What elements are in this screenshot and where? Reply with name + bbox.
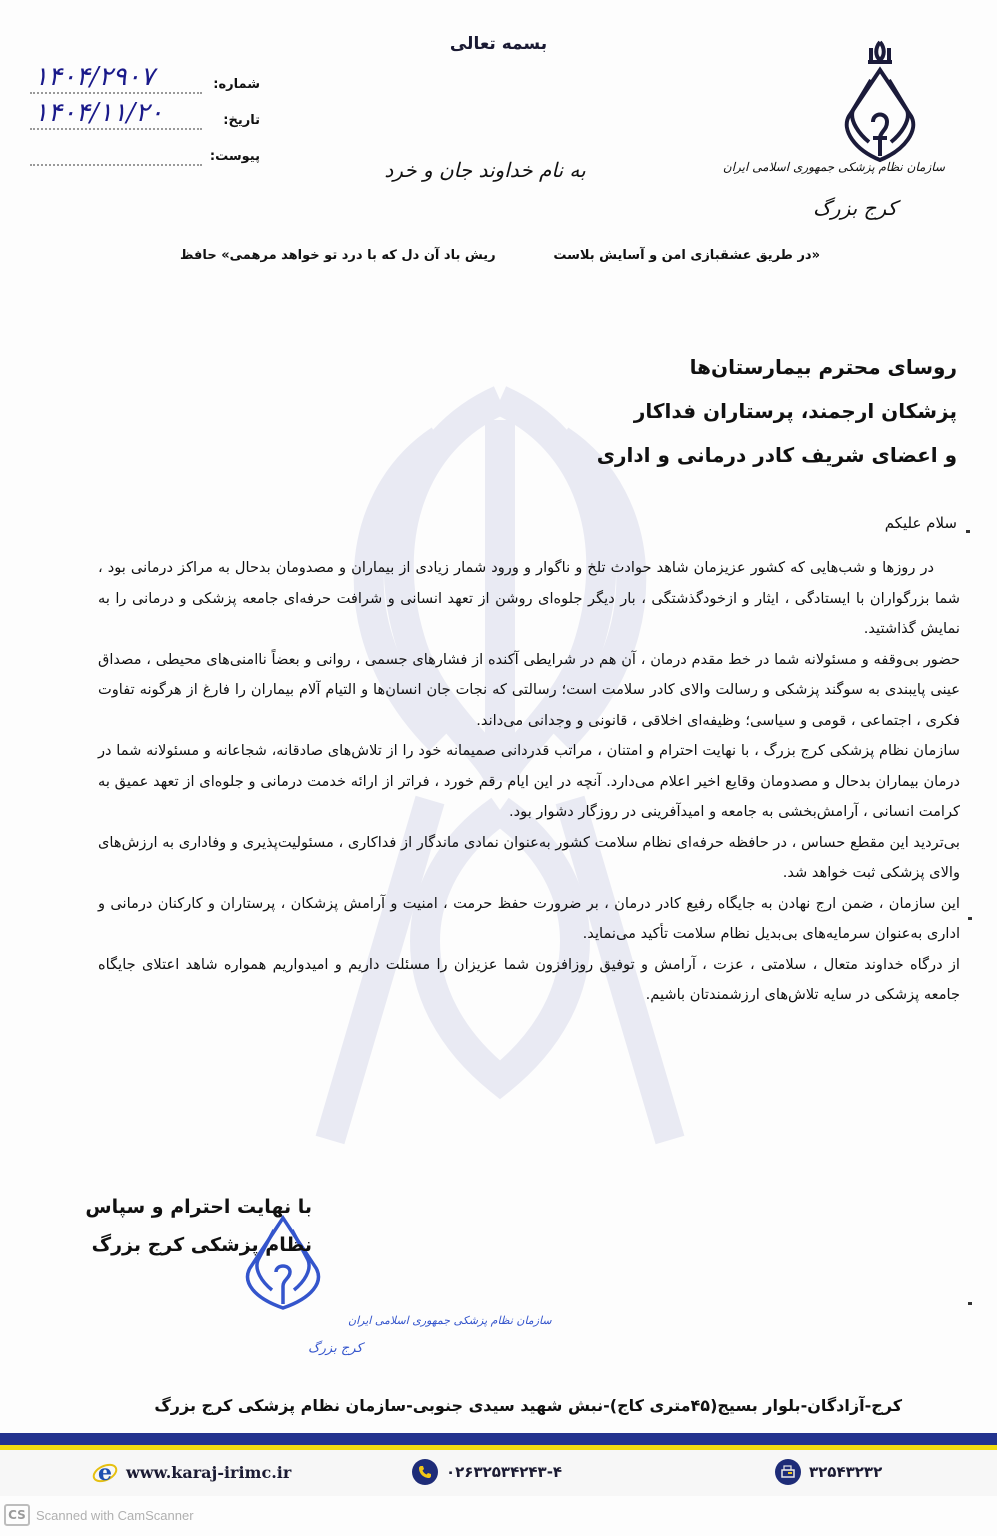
phone-number: ۰۲۶۳۲۵۳۴۲۴۳-۴: [446, 1463, 563, 1481]
poem-hemistich-1: «در طریق عشقبازی امن و آسایش بلاست: [553, 248, 820, 263]
org-branch: کرج بزرگ: [813, 196, 897, 220]
phone-contact: [412, 1458, 562, 1486]
date-line: [30, 98, 202, 130]
body-paragraph: در روزها و شب‌هایی که کشور عزیزمان شاهد حوادث تلخ و ناگوار و ورود شمار زیادی از بیماران و مصدومان بدحال به مراکز درمانی بود ، شما بزرگواران با ایستادگی ، ایثار و ازخودگذشتگی ، بار دیگر جلوه‌ای روشن از تعهد انسانی و شرافت حرفه‌ای جامعه پزشکی و درمانی را به نمایش گذاشتید.: [98, 559, 960, 637]
website-link[interactable]: www.karaj-irimc.ir: [126, 1462, 292, 1482]
attachment-label: پیوست:: [209, 149, 260, 164]
letter-meta: [30, 58, 260, 166]
addressee-line: روسای محترم بیمارستان‌ها: [689, 355, 957, 379]
number-line: [30, 62, 202, 94]
irimc-emblem-icon: [835, 38, 925, 168]
body-paragraph: سازمان نظام پزشکی کرج بزرگ ، با نهایت احترام و امتنان ، مراتب قدردانی صمیمانه خود را از تلاش‌های صادقانه، شجاعانه و مسئولانه شما در درمان بیماران بدحال و مصدومان وقایع اخیر اعلام می‌دارد. آنچه در این ایام رقم خورد ، فراتر از ارائه خدمت درمانی و جلوه‌ای از تعهد عمیق به کرامت انسانی ، آرامش‌بخشی به جامعه و امیدآفرینی در روزگار دشوار بود.: [98, 742, 960, 820]
number-row: [30, 58, 260, 94]
fax-contact: [775, 1458, 882, 1486]
svg-text:e: e: [98, 1460, 112, 1486]
addressee-block: [597, 345, 957, 477]
closing-salutation: با نهایت احترام و سپاس: [85, 1196, 312, 1218]
footer-address: کرج-آزادگان-بلوار بسیج(۴۵متری کاج)-نبش شهید سیدی جنوبی-سازمان نظام پزشکی کرج بزرگ: [154, 1396, 902, 1415]
bismillah-heading: بسمه تعالی: [449, 34, 548, 54]
number-label: شماره:: [213, 77, 260, 92]
date-value: ۱۴۰۴/۱۱/۲۰: [34, 98, 164, 128]
poem-verse: [180, 248, 820, 272]
body-paragraph: این سازمان ، ضمن ارج نهادن به جایگاه رفیع کادر درمان ، بر ضرورت حفظ حرمت ، امنیت و آرامش پزشکان ، پرستاران و کارکنان درمانی و اداری به‌عنوان سرمایه‌های بی‌بدیل نظام سلامت تأکید می‌نماید.: [98, 894, 960, 942]
camscanner-watermark: [4, 1504, 194, 1526]
org-name: سازمان نظام پزشکی جمهوری اسلامی ایران: [722, 160, 945, 174]
attachment-line: [30, 142, 202, 166]
number-value: ۱۴۰۴/۲۹۰۷: [34, 62, 155, 92]
footer-bar-blue: [0, 1433, 997, 1445]
web-browser-icon: [92, 1459, 118, 1485]
camscanner-logo-icon: CS: [4, 1504, 30, 1526]
margin-dot: [966, 530, 970, 533]
invocation-line: به نام خداوند جان و خرد: [384, 158, 586, 182]
greeting: سلام علیکم: [884, 514, 957, 532]
addressee-line: پزشکان ارجمند، پرستاران فداکار: [633, 399, 957, 423]
margin-dot: [968, 1302, 972, 1305]
body-paragraph: بی‌تردید این مقطع حساس ، در حافظه حرفه‌ای نظام سلامت کشور به‌عنوان نمادی ماندگار از فداکاری ، مسئولیت‌پذیری و وفاداری به ارزش‌های والای پزشکی ثبت خواهد شد.: [98, 833, 960, 881]
fax-icon: [775, 1459, 801, 1485]
stamp-text: سازمان نظام پزشکی جمهوری اسلامی ایران: [348, 1314, 552, 1327]
addressee-line: و اعضای شریف کادر درمانی و اداری: [596, 443, 957, 467]
date-label: تاریخ:: [223, 113, 260, 128]
closing-signatory: نظام پزشکی کرج بزرگ: [91, 1234, 312, 1256]
margin-dot: [968, 917, 972, 920]
website-contact[interactable]: [92, 1458, 291, 1486]
poem-hemistich-2: ریش باد آن دل که با درد تو خواهد مرهمی» حافظ: [180, 248, 496, 263]
attachment-row: [30, 130, 260, 166]
stamp-branch: کرج بزرگ: [308, 1341, 363, 1356]
letter-body: [98, 553, 960, 1011]
phone-icon: [412, 1459, 438, 1485]
closing-block: [85, 1188, 312, 1264]
fax-number: ۳۲۵۴۳۲۳۲: [809, 1463, 883, 1481]
body-paragraph: حضور بی‌وقفه و مسئولانه شما در خط مقدم درمان ، آن هم در شرایطی آکنده از فشارهای جسمی ، روانی و بعضاً ناامنی‌های محیطی ، مصداق عینی پایبندی به سوگند پزشکی و رسالت والای کادر سلامت است؛ رسالتی که نجات جان انسان‌ها و التیام آلام بیماران را فارغ از هرگونه تفاوت فکری ، اجتماعی ، قومی و سیاسی؛ وظیفه‌ای اخلاقی ، قانونی و وجدانی می‌داند.: [98, 650, 960, 729]
date-row: [30, 94, 260, 130]
body-paragraph: از درگاه خداوند متعال ، سلامتی ، عزت ، آرامش و توفیق روزافزون شما عزیزان را مسئلت داریم و امیدواریم همواره شاهد اعتلای جایگاه جامعه پزشکی در سایه تلاش‌های ارزشمندتان باشیم.: [98, 955, 960, 1003]
camscanner-text: Scanned with CamScanner: [36, 1507, 194, 1523]
